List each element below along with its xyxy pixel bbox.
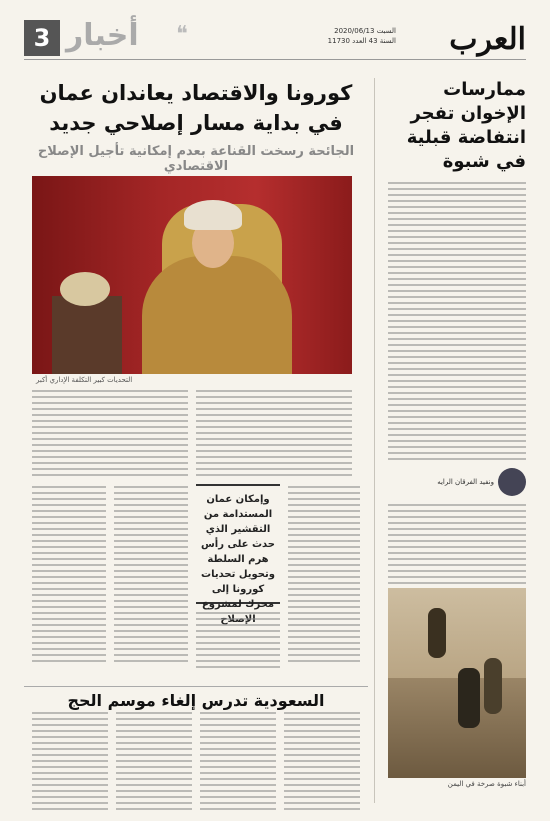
sultan-photo [32,176,352,374]
body-col [32,486,106,662]
pull-quote: وإمكان عمان المستدامة من التقشير الذي حدث على رأس هرم السلطة وتحويل تحديات كورونا إلى محرك لمشروع [196,484,280,604]
quote-mark-icon: ❝ [176,22,188,47]
right-article-body [388,182,526,460]
issue-date: 2020/06/13 السبت [334,27,396,35]
section-title: أخبار [66,18,139,53]
right-article-headline: ممارسات الإخوان تفجر انتفاضة قبلية في شبوة [406,79,526,172]
body-col [32,712,108,810]
masthead [24,18,526,60]
body-col [288,486,360,662]
main-article-top-body [32,390,352,476]
tribal-protest-photo [388,588,526,778]
page-number-badge: 3 [24,20,60,56]
author-avatar [498,468,526,496]
body-col [114,486,188,662]
main-article-left-body [32,486,188,662]
author-byline [388,468,526,496]
main-subheadline: الجائحة رسخت القناعة بعدم إمكانية تأجيل الإصلاح الاقتصادي [37,144,355,174]
body-col [196,390,352,476]
newspaper-logo: العرب [449,22,526,57]
main-photo-caption: التحديات كبير التكلفة الإداري أكبر [36,376,133,384]
body-col [32,390,188,476]
body-col [116,712,192,810]
main-headline-line2: في بداية مسار إصلاحي جديد [49,111,343,135]
body-col [284,712,360,810]
secondary-article-body [32,712,360,810]
body-col [196,612,280,668]
main-article-right-body [288,486,360,662]
issue-numbers: السنة 43 العدد 11730 [327,37,396,45]
right-photo-caption: أبناء شبوة صرخة في اليمن [447,780,526,788]
author-name: ونفيد الفرقان الرايه [437,478,494,486]
column-separator [374,78,375,803]
issue-info [328,26,396,46]
secondary-headline: السعودية تدرس إلغاء موسم الحج [24,686,368,710]
body-col [200,712,276,810]
main-article-mid-body [196,612,280,668]
main-article-header [24,78,368,174]
main-headline-line1: كورونا والاقتصاد يعاندان عمان [39,81,353,105]
